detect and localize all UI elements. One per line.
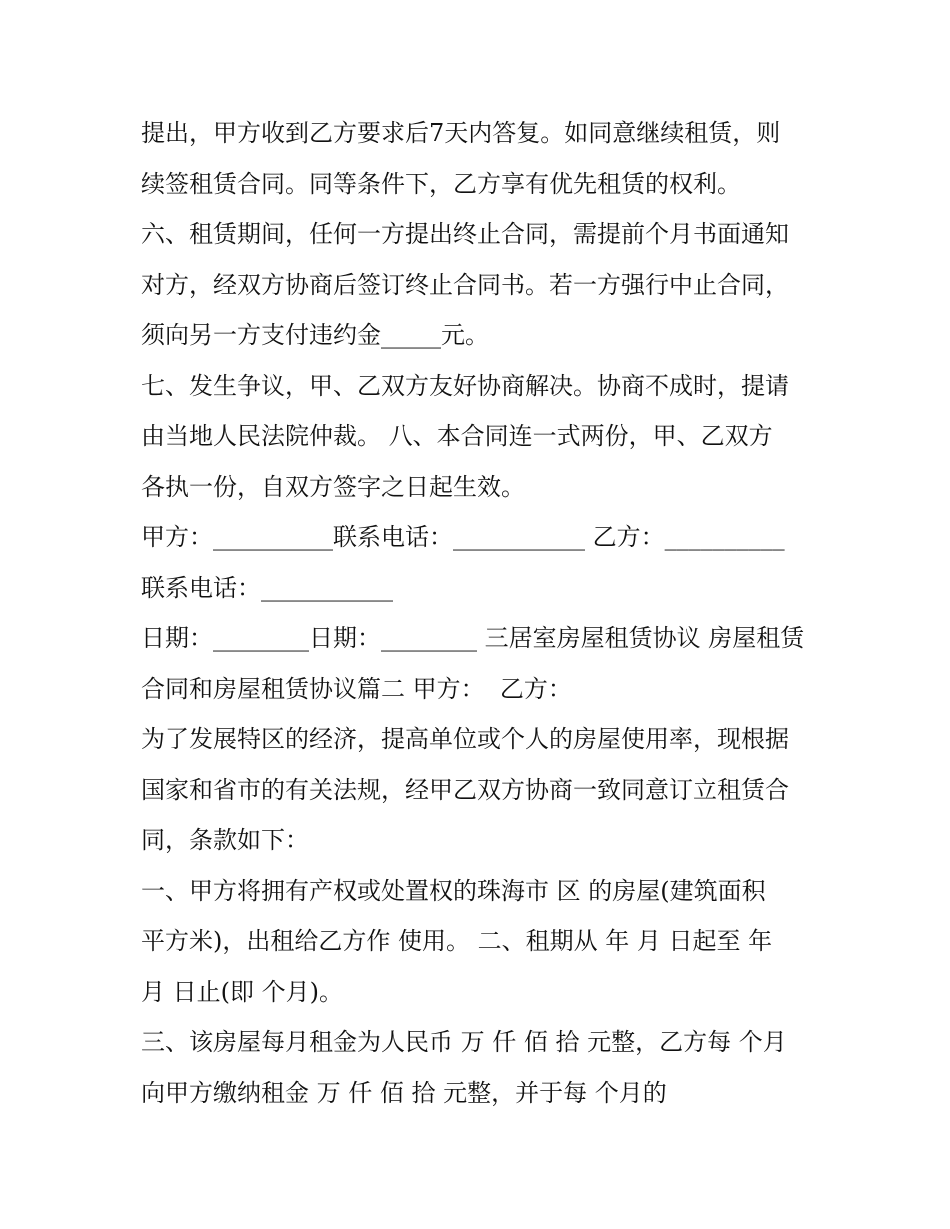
text-line: 联系电话：___________ <box>141 573 393 602</box>
text-line: 提出，甲方收到乙方要求后7天内答复。如同意继续租赁，则 <box>141 119 781 147</box>
text-line: 向甲方缴纳租金 万 仟 佰 拾 元整，并于每 个月的 <box>141 1078 667 1107</box>
document-body <box>141 108 821 1118</box>
text-line: 日期：________日期：________ 三居室房屋租赁协议 房屋租赁 <box>141 624 805 652</box>
text-line: 国家和省市的有关法规，经甲乙双方协商一致同意订立租赁合 <box>141 775 789 804</box>
text-line: 一、甲方将拥有产权或处置权的珠海市 区 的房屋(建筑面积 <box>141 876 766 905</box>
text-line: 续签租赁合同。同等条件下，乙方享有优先租赁的权利。 <box>141 169 741 198</box>
text-line: 甲方：__________联系电话：___________ 乙方：__________ <box>141 523 785 551</box>
text-line: 平方米)，出租给乙方作 使用。 二、租期从 年 月 日起至 年 <box>141 927 773 955</box>
text-line: 各执一份，自双方签字之日起生效。 <box>141 472 525 501</box>
text-line: 由当地人民法院仲裁。 八、本合同连一式两份，甲、乙双方 <box>141 422 773 450</box>
text-line: 为了发展特区的经济，提高单位或个人的房屋使用率，现根据 <box>141 725 789 753</box>
text-line: 同，条款如下： <box>141 826 309 854</box>
text-line: 六、租赁期间，任何一方提出终止合同，需提前个月书面通知 <box>141 220 789 248</box>
text-line: 对方，经双方协商后签订终止合同书。若一方强行中止合同， <box>141 270 789 299</box>
text-line: 月 日止(即 个月)。 <box>141 977 343 1006</box>
text-line: 三、该房屋每月租金为人民币 万 仟 佰 拾 元整，乙方每 个月 <box>141 1028 787 1056</box>
text-line: 须向另一方支付违约金_____元。 <box>141 321 489 349</box>
text-line: 七、发生争议，甲、乙双方友好协商解决。协商不成时，提请 <box>141 371 789 400</box>
text-line: 合同和房屋租赁协议篇二 甲方： 乙方： <box>141 674 572 703</box>
